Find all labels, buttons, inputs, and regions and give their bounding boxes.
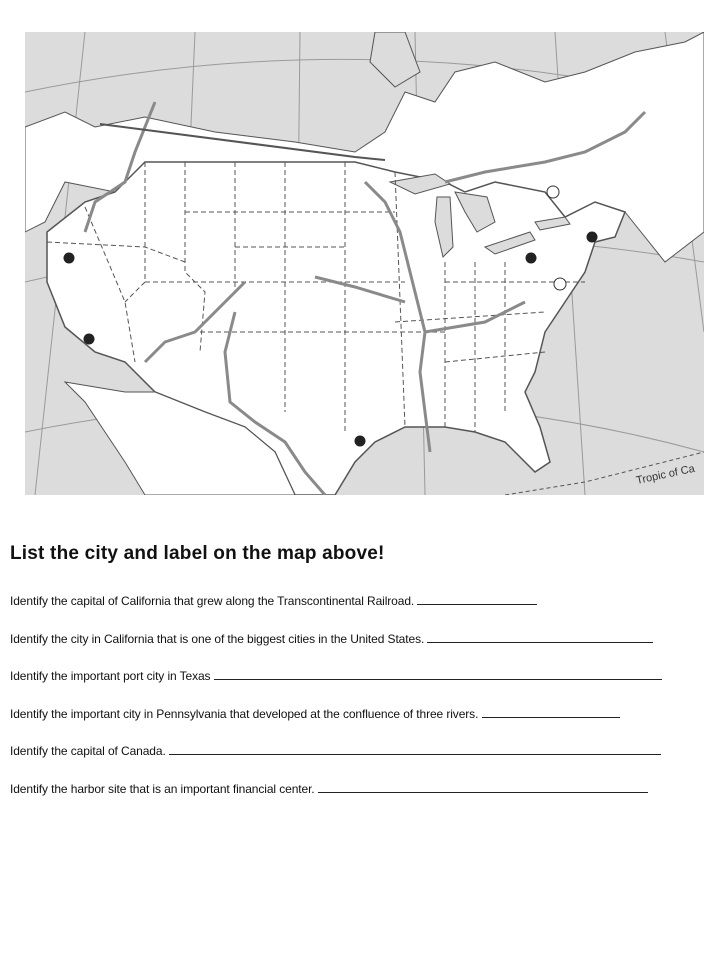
question-text: Identify the harbor site that is an important financial center. bbox=[10, 781, 315, 796]
new-york-dot bbox=[587, 232, 598, 243]
answer-blank[interactable] bbox=[169, 744, 661, 755]
question-text: Identify the city in California that is one of the biggest cities in the United States. bbox=[10, 631, 425, 646]
question-text: Identify the important city in Pennsylvania that developed at the confluence of three rivers. bbox=[10, 706, 479, 721]
answer-blank[interactable] bbox=[318, 782, 648, 793]
tropic-label: Tropic of Ca bbox=[635, 462, 696, 487]
answer-blank[interactable] bbox=[427, 632, 653, 643]
question-4 bbox=[10, 706, 716, 744]
question-1 bbox=[10, 593, 716, 631]
sacramento-dot bbox=[64, 253, 75, 264]
ottawa-star-icon bbox=[547, 186, 559, 198]
question-5 bbox=[10, 743, 716, 781]
question-2 bbox=[10, 631, 716, 669]
answer-blank[interactable] bbox=[482, 707, 620, 718]
question-text: Identify the capital of Canada. bbox=[10, 744, 166, 759]
answer-blank[interactable] bbox=[214, 669, 662, 680]
washington-star-icon bbox=[554, 278, 566, 290]
answer-blank[interactable] bbox=[417, 594, 537, 605]
worksheet-heading: List the city and label on the map above! bbox=[10, 543, 385, 564]
question-6 bbox=[10, 781, 716, 819]
question-3 bbox=[10, 668, 716, 706]
us-outline-map bbox=[25, 32, 704, 495]
question-text: Identify the capital of California that grew along the Transcontinental Railroad. bbox=[10, 594, 415, 608]
houston-dot bbox=[355, 436, 366, 447]
question-list bbox=[10, 593, 716, 819]
map-drawing bbox=[25, 32, 704, 495]
los-angeles-dot bbox=[84, 334, 95, 345]
question-text: Identify the important port city in Texas bbox=[10, 669, 211, 684]
pittsburgh-dot bbox=[526, 253, 537, 264]
